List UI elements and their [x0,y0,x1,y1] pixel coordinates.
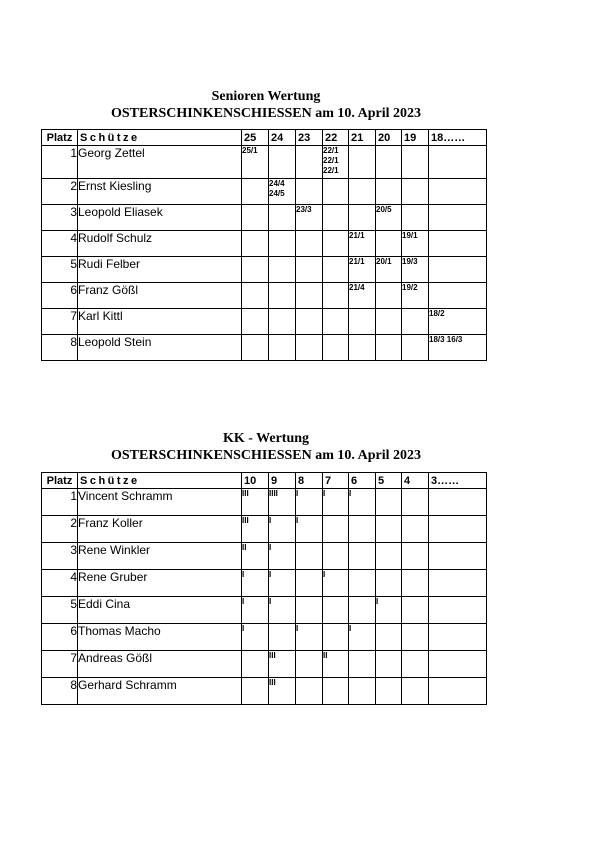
score-cell [376,678,402,705]
score-cell [349,651,376,678]
rank-cell: 3 [42,543,78,570]
senioren-header-schuetze: Schütze [78,130,242,146]
score-cell: 21/1 [349,231,376,257]
table-row [42,146,487,179]
senioren-header-platz: Platz [42,130,78,146]
table-row [42,651,487,678]
score-cell [296,257,323,283]
kk-table-container [41,472,486,692]
table-row [42,543,487,570]
rank-cell: 1 [42,489,78,516]
shooter-name-cell: Leopold Eliasek [78,205,242,231]
shooter-name-cell: Rene Gruber [78,570,242,597]
score-cell: I [242,597,269,624]
rank-cell: 3 [42,205,78,231]
score-cell [296,597,323,624]
score-cell [376,624,402,651]
score-cell: I [323,570,349,597]
score-cell: I [323,489,349,516]
senioren-header-col-5: 21 [349,130,376,146]
score-cell: 24/4 24/5 [269,179,296,205]
score-cell [323,257,349,283]
score-cell [429,231,487,257]
score-cell: II [242,543,269,570]
score-cell [269,205,296,231]
score-cell [349,179,376,205]
score-cell [429,205,487,231]
score-cell [296,651,323,678]
score-cell [242,179,269,205]
score-cell [323,309,349,335]
score-cell [323,283,349,309]
score-cell [269,283,296,309]
score-cell [429,516,487,543]
senioren-header-col-6: 20 [376,130,402,146]
score-cell [242,205,269,231]
score-cell [429,678,487,705]
score-cell [429,489,487,516]
shooter-name-cell: Karl Kittl [78,309,242,335]
score-cell [402,543,429,570]
score-cell [323,597,349,624]
score-cell: I [269,570,296,597]
senioren-header-col-1: 25 [242,130,269,146]
score-cell [296,543,323,570]
score-cell [402,205,429,231]
score-cell [349,516,376,543]
score-cell [402,335,429,361]
score-cell: II [323,651,349,678]
score-cell [429,257,487,283]
shooter-name-cell: Ernst Kiesling [78,179,242,205]
rank-cell: 6 [42,283,78,309]
rank-cell: 8 [42,335,78,361]
rank-cell: 4 [42,570,78,597]
table-row [42,624,487,651]
senioren-title-line2: OSTERSCHINKENSCHIESSEN am 10. April 2023 [110,106,422,121]
score-cell [323,335,349,361]
score-cell [402,179,429,205]
score-cell [402,624,429,651]
score-cell: I [349,489,376,516]
score-cell [296,146,323,179]
rank-cell: 4 [42,231,78,257]
score-cell: III [269,678,296,705]
score-cell [269,624,296,651]
score-cell: I [269,597,296,624]
score-cell [349,678,376,705]
senioren-header-col-3: 23 [296,130,323,146]
rank-cell: 6 [42,624,78,651]
score-cell: I [296,624,323,651]
score-cell: I [296,516,323,543]
score-cell: 19/2 [402,283,429,309]
kk-header-col-3: 8 [296,473,323,489]
score-cell: III [269,651,296,678]
kk-header-col-1: 10 [242,473,269,489]
score-cell [429,283,487,309]
score-cell [429,146,487,179]
score-cell: 25/1 [242,146,269,179]
senioren-title-line1: Senioren Wertung [211,89,321,104]
table-row [42,570,487,597]
shooter-name-cell: Rudolf Schulz [78,231,242,257]
score-cell [376,335,402,361]
shooter-name-cell: Georg Zettel [78,146,242,179]
table-row [42,283,487,309]
rank-cell: 7 [42,309,78,335]
score-cell [296,179,323,205]
score-cell [296,231,323,257]
rank-cell: 5 [42,257,78,283]
kk-table [41,472,487,705]
score-cell: I [269,543,296,570]
score-cell [242,283,269,309]
kk-title [0,430,532,464]
score-cell [269,257,296,283]
score-cell: 19/1 [402,231,429,257]
score-cell [376,651,402,678]
shooter-name-cell: Gerhard Schramm [78,678,242,705]
score-cell [242,309,269,335]
score-cell: 18/2 [429,309,487,335]
score-cell [269,231,296,257]
score-cell [296,283,323,309]
rank-cell: 2 [42,179,78,205]
kk-header-col-4: 7 [323,473,349,489]
shooter-name-cell: Rudi Felber [78,257,242,283]
score-cell: 20/1 [376,257,402,283]
score-cell [269,309,296,335]
score-cell [402,651,429,678]
kk-title-line2: OSTERSCHINKENSCHIESSEN am 10. April 2023 [110,448,422,463]
score-cell [376,283,402,309]
score-cell: I [269,516,296,543]
score-cell: 20/5 [376,205,402,231]
score-cell [242,257,269,283]
kk-header-row [42,473,487,489]
score-cell: I [376,597,402,624]
senioren-title [0,88,532,122]
senioren-header-col-2: 24 [269,130,296,146]
kk-header-platz: Platz [42,473,78,489]
score-cell: IIII [269,489,296,516]
kk-header-col-7: 4 [402,473,429,489]
rank-cell: 8 [42,678,78,705]
senioren-header-row [42,130,487,146]
score-cell [349,335,376,361]
score-cell [376,489,402,516]
score-cell: 21/1 [349,257,376,283]
score-cell: I [296,489,323,516]
shooter-name-cell: Franz Koller [78,516,242,543]
senioren-header-col-8: 18…… [429,130,487,146]
shooter-name-cell: Rene Winkler [78,543,242,570]
score-cell [349,570,376,597]
shooter-name-cell: Franz Gößl [78,283,242,309]
score-cell [402,146,429,179]
score-cell [376,516,402,543]
score-cell [242,231,269,257]
score-cell: III [242,489,269,516]
score-cell [323,179,349,205]
rank-cell: 7 [42,651,78,678]
score-cell [296,335,323,361]
shooter-name-cell: Eddi Cina [78,597,242,624]
score-cell [402,309,429,335]
score-cell: III [242,516,269,543]
table-row [42,489,487,516]
table-row [42,516,487,543]
score-cell [269,335,296,361]
score-cell [376,146,402,179]
score-cell [402,678,429,705]
score-cell [349,597,376,624]
score-cell [323,624,349,651]
table-row [42,205,487,231]
score-cell [349,146,376,179]
score-cell: I [242,624,269,651]
score-cell [376,543,402,570]
senioren-header-col-7: 19 [402,130,429,146]
senioren-header-col-4: 22 [323,130,349,146]
score-cell [296,570,323,597]
score-cell [429,543,487,570]
score-cell [296,678,323,705]
score-cell [296,309,323,335]
score-cell: I [349,624,376,651]
table-row [42,335,487,361]
score-cell: 18/3 16/3 [429,335,487,361]
score-cell [402,570,429,597]
score-cell: 22/1 22/1 22/1 [323,146,349,179]
score-cell [242,335,269,361]
kk-header-schuetze: Schütze [78,473,242,489]
shooter-name-cell: Leopold Stein [78,335,242,361]
score-cell [429,570,487,597]
table-row [42,257,487,283]
shooter-name-cell: Thomas Macho [78,624,242,651]
shooter-name-cell: Andreas Gößl [78,651,242,678]
score-cell [376,309,402,335]
score-cell [349,205,376,231]
table-row [42,309,487,335]
kk-header-col-5: 6 [349,473,376,489]
score-cell [402,516,429,543]
score-cell [323,516,349,543]
score-cell [429,624,487,651]
kk-header-col-8: 3…… [429,473,487,489]
score-cell [323,543,349,570]
score-cell [402,489,429,516]
score-cell [376,231,402,257]
score-cell: 23/3 [296,205,323,231]
score-cell [429,179,487,205]
score-cell [242,678,269,705]
score-cell [429,651,487,678]
shooter-name-cell: Vincent Schramm [78,489,242,516]
score-cell: I [242,570,269,597]
score-cell [402,597,429,624]
score-cell [323,678,349,705]
rank-cell: 2 [42,516,78,543]
rank-cell: 1 [42,146,78,179]
score-cell [242,651,269,678]
kk-title-line1: KK - Wertung [222,431,310,446]
table-row [42,678,487,705]
table-row [42,597,487,624]
kk-header-col-2: 9 [269,473,296,489]
senioren-table [41,129,487,361]
score-cell [376,570,402,597]
score-cell [429,597,487,624]
score-cell [269,146,296,179]
score-cell [323,231,349,257]
score-cell: 21/4 [349,283,376,309]
score-cell [323,205,349,231]
table-row [42,231,487,257]
rank-cell: 5 [42,597,78,624]
score-cell [349,543,376,570]
senioren-table-container [41,129,486,349]
kk-header-col-6: 5 [376,473,402,489]
score-cell: 19/3 [402,257,429,283]
score-cell [376,179,402,205]
table-row [42,179,487,205]
score-cell [349,309,376,335]
